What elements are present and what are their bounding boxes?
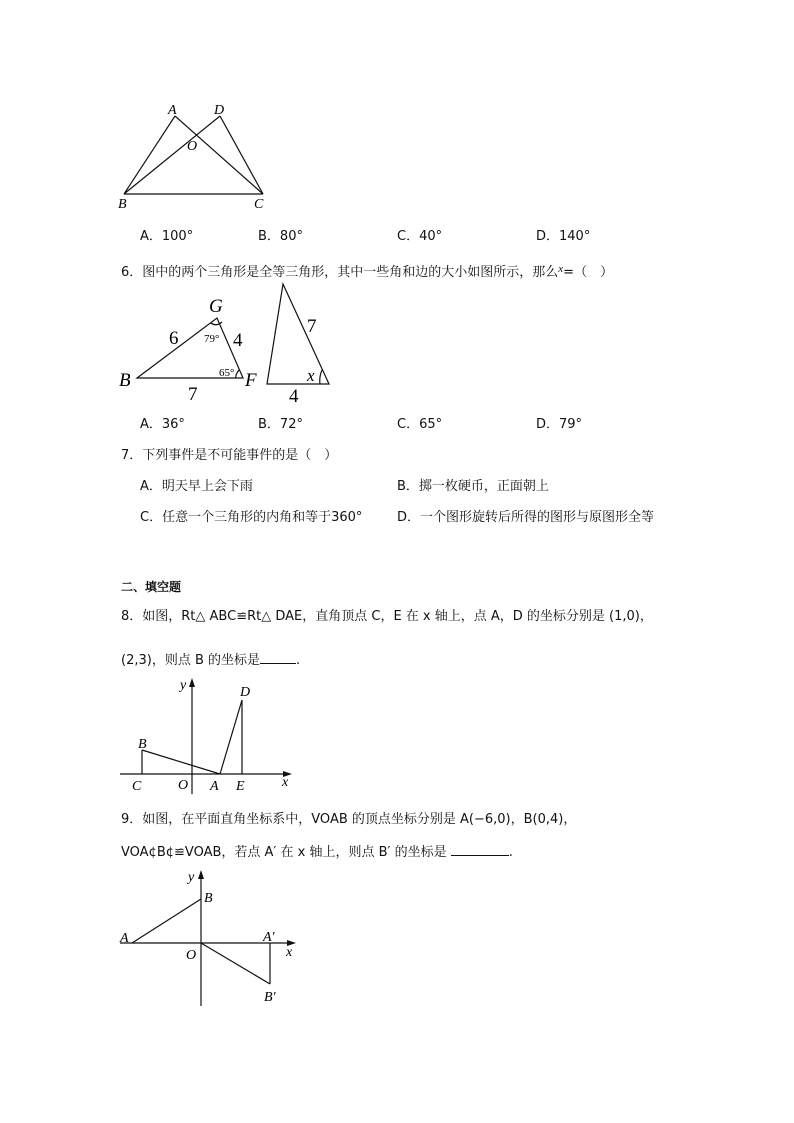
figure-q9 (118, 866, 303, 1011)
q8-line2 (121, 651, 300, 669)
label-a-prime: A′ (263, 930, 275, 945)
q6-stem-text: 6．图中的两个三角形是全等三角形，其中一些角和边的大小如图所示，那么 (121, 265, 559, 280)
q6-stem-end: =（ ） (563, 265, 614, 280)
side-bg: 6 (169, 328, 179, 349)
q5-option-d: D．140° (536, 229, 591, 244)
label-c: C (254, 197, 264, 212)
q7-option-b: B．掷一枚硬币，正面朝上 (397, 479, 549, 494)
q7-option-d: D．一个图形旋转后所得的图形与原图形全等 (397, 510, 655, 525)
q6-stem (121, 261, 613, 281)
q5-option-b: B．80° (258, 229, 303, 244)
section-title: 二、填空题 (121, 580, 182, 594)
q7-option-a: A．明天早上会下雨 (140, 479, 253, 494)
q9-line2-b: . (508, 845, 513, 860)
label-b: B (118, 197, 127, 212)
label-o: O (187, 139, 198, 154)
q8-line2-a: (2,3)，则点 B 的坐标是 (121, 653, 261, 668)
q9-line2 (121, 843, 513, 861)
q5-option-a: A．100° (140, 229, 194, 244)
label-a: A (168, 103, 177, 118)
label-y-q9: y (188, 870, 195, 885)
label-a-q9: A (120, 931, 129, 946)
angle-g: 79° (204, 333, 220, 345)
q6-option-c: C．65° (397, 417, 443, 432)
figure-q6 (115, 280, 340, 405)
q6-option-b: B．72° (258, 417, 303, 432)
label-b-prime: B′ (264, 990, 276, 1005)
q7-stem: 7．下列事件是不可能事件的是（ ） (121, 448, 338, 463)
q8-line1: 8．如图，Rt△ ABC≌Rt△ DAE，直角顶点 C，E 在 x 轴上，点 A，D 的坐标分别是 (1,0)， (121, 609, 653, 624)
q6-var: x (558, 263, 564, 275)
side-bottom: 4 (289, 386, 299, 407)
label-x-q9: x (286, 945, 293, 960)
label-f: F (245, 370, 257, 391)
label-e-q8: E (236, 779, 245, 794)
angle-x: x (307, 366, 315, 385)
angle-f: 65° (219, 367, 235, 379)
figure-q5 (112, 98, 282, 213)
label-b-q6: B (119, 370, 131, 391)
label-o-q8: O (178, 778, 189, 793)
q9-line2-a: VOA¢B¢≌VOAB，若点 A′ 在 x 轴上，则点 B′ 的坐标是 (121, 845, 447, 860)
label-d: D (214, 103, 225, 118)
label-c-q8: C (132, 779, 142, 794)
label-d-q8: D (240, 685, 251, 700)
q8-line2-b: . (296, 653, 301, 668)
label-b-q8: B (138, 737, 147, 752)
figure-q8 (118, 676, 298, 796)
q9-line1: 9．如图，在平面直角坐标系中，VOAB 的顶点坐标分别是 A(−6,0)，B(0,4)， (121, 812, 577, 827)
q9-answer-blank[interactable] (451, 843, 509, 856)
q6-option-a: A．36° (140, 417, 185, 432)
q7-option-c: C．任意一个三角形的内角和等于360° (140, 510, 363, 525)
label-g: G (209, 296, 223, 317)
side-right: 7 (307, 316, 317, 337)
side-gf: 4 (233, 330, 243, 351)
label-a-q8: A (210, 779, 219, 794)
label-y-q8: y (180, 678, 187, 693)
label-b-q9: B (204, 891, 213, 906)
q8-answer-blank[interactable] (260, 651, 296, 664)
label-x-q8: x (282, 775, 289, 790)
side-bf: 7 (188, 384, 198, 405)
q6-option-d: D．79° (536, 417, 583, 432)
q5-option-c: C．40° (397, 229, 443, 244)
label-o-q9: O (186, 948, 197, 963)
